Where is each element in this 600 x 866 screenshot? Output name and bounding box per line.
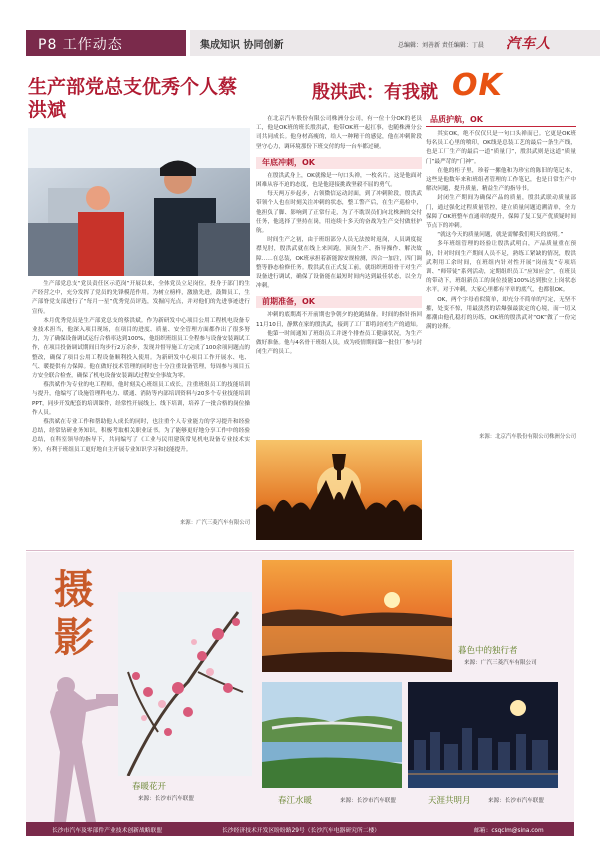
- photo-dusk-walker: [262, 560, 452, 672]
- photo-source: 来源：长沙市汽车联盟: [340, 798, 396, 804]
- article2-byline: 来源：北京汽车股份有限公司株洲分公司: [478, 434, 576, 440]
- photo-spring-river: [262, 682, 402, 788]
- photography-section: [26, 552, 574, 822]
- article2-paragraph: 在殷洪武身上，OK就像是一句口头禅，一枚名片。这是他面对困难从容不迫的态度，也是他迎接挑战坚毅不屈的勇气。: [256, 172, 422, 189]
- photo-title: 天涯共明月: [428, 796, 471, 806]
- article2-paragraph: 在他的柜子里，珍着一摞他和为珍宝的陈旧的笔记本，这些是他数年来和班组者管理的工作笔记，也是日常生产中解决问题，提升质量，精益生产的指导书。: [426, 167, 576, 193]
- photo-spring-blossoms: [118, 592, 252, 776]
- photo-title-char: 影: [54, 614, 94, 661]
- section-heading-year-end: 年底冲刺，OK: [256, 157, 422, 169]
- article2-paragraph: OK，两个字母看似简单，却充分不简单的写定，无坚不摧，处变不惊，用最淡然的话爆强最淡定的心境，而一切又都潮由他孔稳打的历练，OK班的殷洪武对“OK”做了一份完满的诠释。: [426, 296, 576, 331]
- article2-paragraph: 时间生产之初，由于班组部分人员无法按时返岗，人员调度捉襟见肘，殷洪武就在线上来回跑，顶岗生产、指导操作、解决故障……在总装，OK班承担着新能源安规检测，四合一加注，四门调整等静态检修任务。殷洪武在正式复工前，就组织班组骨干对生产设备进行调试，确保了设备能在最短时间内达到最佳状态，以全力冲刺。: [256, 237, 422, 290]
- footer-org: 长沙市汽车及零部件产业技术创新战略联盟: [52, 828, 163, 834]
- photo-source: 来源：长沙市汽车联盟: [138, 796, 194, 802]
- editor-credits: 总编辑：刘善新 责任编辑：丁晨: [398, 42, 484, 49]
- photo-source: 来源：广汽三菱汽车有限公司: [464, 660, 537, 666]
- article1-photo: [28, 128, 250, 276]
- photo-moon-night: [408, 682, 558, 788]
- article1-byline: 来源：广汽三菱汽车有限公司: [179, 520, 250, 526]
- article2-paragraph: 每天两万步起步，占领微信运动封面，到了冲刺阶段，殷洪武带领个人也在时刻关注冲刺的状态，整工警产后，在生产巡检中，他担负了脚、影响到了正常行走，为了不耽误员们向北株洲的交付任务，他选择了坚持在岗，用连续十多天的奋战为生产交付做驻护航。: [256, 191, 422, 235]
- section-heading-quality: 品质护航，OK: [426, 114, 576, 127]
- article2-intro: 在北京汽车股份有限公司株洲分公司，有一位十分OK的老员工，他是OK班的班长殷洪武，他带OK班一起扛事，也随株洲分公司共同成长。他身材高瘦的，给人一种精干的感觉，他在冲刺阶段坚守心力，调环境那份下班交付的每一台车都过硬。: [256, 116, 422, 150]
- article2-title-ok: OK: [452, 68, 503, 103]
- publication-logo: 汽车人: [506, 36, 551, 52]
- article1-paragraph: 生产部党总支“党员责任区示范岗”开展以来，全体党员立足岗位，投身于部门的生产经营之中，充分发挥了党员的先锋模范作用。为树立榜样，激励先进，鼓舞员工，生产部脊党支部进行了“每月一星”优秀党员评选，发掘闪光点，并对他们的先进事迹进行宣传。: [32, 281, 250, 315]
- photo-title: 春江水暖: [278, 796, 313, 806]
- celebration-photo: [256, 440, 422, 540]
- article1-paragraph: 本月优秀党员是生产部党总支的蔡洪斌。作为新研发中心项目公用工程机电设备专业技术担当，他深入项目现场，在项目的进度、质量、安全管理方面都作出了很多努力，为了确保设备调试运行合格率达到100%，他组织班组员工全程参与设备安装调试工作，在项目投备调试期间日均步行2万余步，发现并督导施工方完成了100余项问题点的整改，确保了项目公用工程设备顺利投入使用。为新研发中心项目工作开展水、电、气、暖提供有力保障。他在做好技术管理的同时也十分注重设备管理，每周参与项目五方安全联合检查，确保了机电设备安装调试过程安全事故为零。: [32, 317, 250, 380]
- article2-column2: [426, 114, 576, 332]
- footer-email: 邮箱：csqclm@sina.com: [474, 828, 544, 834]
- photo-title: 暮色中的独行者: [458, 646, 518, 656]
- article2-paragraph: 冲刺的底期离不开前期也争朝夕的抢跑储备。时间的指针指回11月10日，静默在家的殷洪武，接到了工厂即将封闭生产的通知。: [256, 312, 422, 328]
- article1-body: [32, 280, 250, 455]
- article2-column1: [256, 115, 422, 357]
- article1-paragraph: 蔡洪斌作为专业的电工程师，他时刻关心班组员工成长，注重班组员工的技能培训与提升，他编写了设施管理科电力、暖通、消防等内部培训资料与20多个专业技能培训PPT，同步开发配套的培训课件，经常性开展线上、线下培训，培养了一批合格的岗位操作人员。: [32, 382, 250, 416]
- article2-paragraph: 他第一时间通知了班组员工并逐个排查员工健康状况，为生产做好准备。他与4名骨干班组人员，成为疫情期间第一批住厂参与封闭生产的员工。: [256, 330, 422, 356]
- header-slogan: 集成知识 协同创新: [200, 40, 284, 51]
- photo-title: 春暖花开: [132, 782, 167, 792]
- section-label: P8 工作动态: [38, 37, 123, 53]
- article1-paragraph: 蔡洪斌在专业工作和帮助他人成长的同时，也注重个人专业能力的学习提升和经验总结，经常钻研业务知识，积极考取相关职业证书。为了能够更好地分享工作中的经验总结，在科室领导的指导下，共同编写了《工业与民用建筑常见机电设备专业技术实务》，有利于班组员工更好地自主开展专业知识学习和技能提升。: [32, 419, 250, 453]
- section-tab: [26, 30, 186, 56]
- article1-title: 生产部党总支优秀个人蔡洪斌: [28, 76, 238, 121]
- photo-title-char: 摄: [54, 566, 94, 613]
- article2-paragraph: 其实OK，绝不仅仅只是一句口头禅而已。它更是OK班每名员工心里的喷印，OK线是总装工艺的最后一条生产线，也是工厂生产的最后一道“质量门”，殷洪武则是这道“质量门”最严苛的“门神”。: [426, 131, 576, 165]
- article2-title: 殷洪武：有我就: [312, 82, 438, 103]
- section-heading-preparation: 前期准备，OK: [256, 296, 422, 308]
- article2-paragraph: 封闭生产期间为确保产品的质量，殷洪武联动质量部门，通过强化过程质量管控，建立质量问题追溯清单，全力保障了OK班整车直通率的提升，保障了复工复产优质疑时间节点下的冲刺。: [426, 195, 576, 230]
- article2-paragraph: 多年班组管理的经验让殷洪武明白，产品质量重在预防，针对时间生产期间人员不足，熟练工紧缺的情况，殷洪武利用工余时间，在班组内针对性开展“岗前发”专项培训、“师带徒”系列活动，定期组织员工“应知应会”，在班员的带动下，班组新员工的岗位技能100%达到独立上岗状态水平。对于冲刺，大家心里都有平章的底气，也都很OK。: [426, 241, 576, 294]
- footer-bar: [26, 822, 574, 836]
- footer-address: 长沙经济技术开发区盼盼路29号（长沙汽车电器研究所二楼）: [222, 828, 381, 834]
- photo-source: 来源：长沙市汽车联盟: [488, 798, 544, 804]
- article2-paragraph: “就这今天的质量问题，就是需解我们明天的放明。”: [437, 232, 564, 239]
- photographer-silhouette: [26, 672, 126, 822]
- section-divider: [26, 550, 574, 551]
